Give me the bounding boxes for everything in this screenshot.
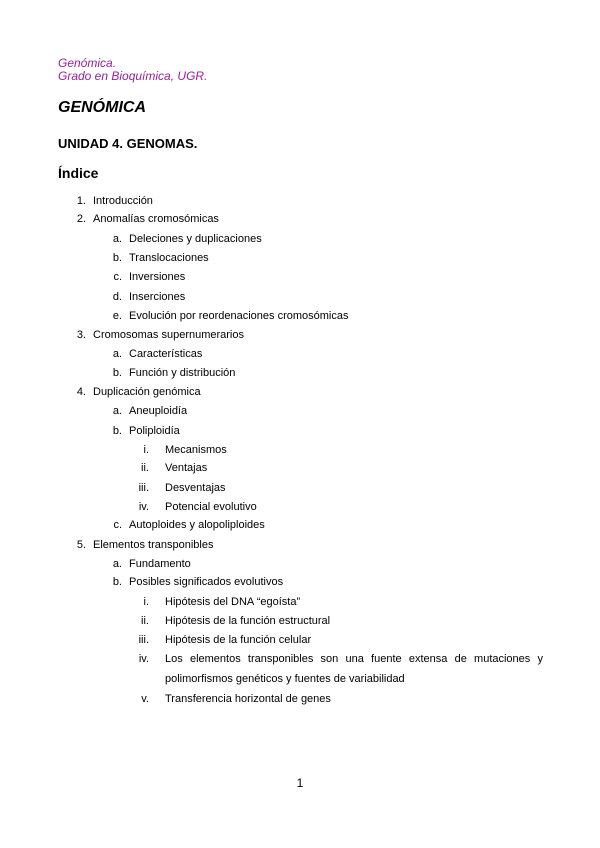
toc-text: Evolución por reordenaciones cromosómicas <box>129 310 349 322</box>
index-heading: Índice <box>58 165 99 181</box>
toc-number: ii. <box>141 462 149 474</box>
toc-text: Hipótesis de la función celular <box>165 634 312 646</box>
toc-text: Aneuploidía <box>129 405 188 417</box>
toc-text: Inversiones <box>129 271 186 283</box>
toc-number: e. <box>112 310 122 322</box>
toc-number: a. <box>112 405 122 417</box>
toc-number: v. <box>141 693 149 705</box>
toc-number: i. <box>143 444 149 456</box>
toc-number: b. <box>112 576 122 588</box>
page-number: 1 <box>296 776 304 790</box>
toc-number: iii. <box>138 634 149 646</box>
toc-number: c. <box>113 271 122 283</box>
toc-number: c. <box>113 519 122 531</box>
toc-number: a. <box>112 558 122 570</box>
toc-number: iv. <box>138 501 149 513</box>
toc-number: 5. <box>76 539 86 551</box>
toc-number: ii. <box>141 615 149 627</box>
toc-number: iii. <box>138 482 149 494</box>
toc-text: Potencial evolutivo <box>165 501 257 513</box>
toc-number: i. <box>143 596 149 608</box>
toc-number: 3. <box>76 329 86 341</box>
unit-heading: UNIDAD 4. GENOMAS. <box>58 136 198 151</box>
toc-text: Posibles significados evolutivos <box>129 576 284 588</box>
toc-text: Los elementos transponibles son una fuente extensa de mutaciones y <box>165 653 543 665</box>
toc-number: iv. <box>138 653 149 665</box>
toc-text: Hipótesis de la función estructural <box>165 615 331 627</box>
toc-text: Características <box>129 348 203 360</box>
toc-text: Desventajas <box>165 482 226 494</box>
toc-text: Transferencia horizontal de genes <box>165 693 331 705</box>
toc-text: Ventajas <box>165 462 208 474</box>
toc-text: Translocaciones <box>129 252 209 264</box>
page-title: GENÓMICA <box>58 99 146 116</box>
toc-text: Fundamento <box>129 558 191 570</box>
toc-text: Introducción <box>93 195 153 207</box>
header-course: Genómica. <box>58 56 117 70</box>
toc-text: Poliploidía <box>129 425 180 437</box>
toc-number: d. <box>112 291 122 303</box>
toc-text: Cromosomas supernumerarios <box>93 329 244 341</box>
toc-text: Hipótesis del DNA “egoísta” <box>165 596 301 608</box>
toc-text: Autoploides y alopoliploides <box>129 519 265 531</box>
toc-number: a. <box>112 348 122 360</box>
toc-text: Inserciones <box>129 291 186 303</box>
toc-text: Función y distribución <box>129 367 236 379</box>
toc-text: Elementos transponibles <box>93 539 214 551</box>
toc-text: Duplicación genómica <box>93 386 201 398</box>
header-degree: Grado en Bioquímica, UGR. <box>58 69 208 83</box>
toc-number: b. <box>112 367 122 379</box>
toc-text: Mecanismos <box>165 444 227 456</box>
toc-number: 1. <box>76 195 86 207</box>
toc-number: 4. <box>76 386 86 398</box>
toc-number: b. <box>112 252 122 264</box>
toc-number: a. <box>112 233 122 245</box>
toc-text: polimorfismos genéticos y fuentes de variabilidad <box>165 673 405 685</box>
toc-number: b. <box>112 425 122 437</box>
toc-text: Deleciones y duplicaciones <box>129 233 262 245</box>
toc-text: Anomalías cromosómicas <box>93 213 219 225</box>
toc-number: 2. <box>76 213 86 225</box>
